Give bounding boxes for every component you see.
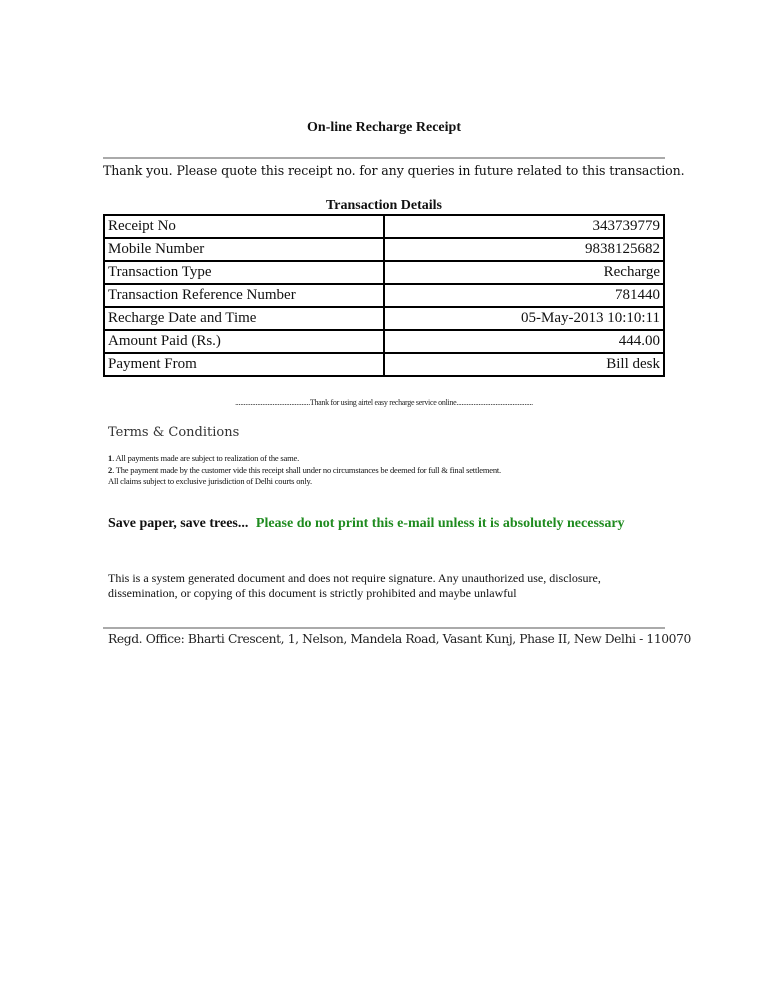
term-item-1: [108, 453, 299, 463]
row-value: 343739779: [384, 215, 664, 238]
table-row: [104, 307, 664, 330]
thank-you-message: Thank you. Please quote this receipt no. for any queries in future related to this transaction.: [103, 163, 685, 178]
registered-office: Regd. Office: Bharti Crescent, 1, Nelson, Mandela Road, Vasant Kunj, Phase II, New Delhi - 110070: [108, 632, 691, 646]
system-disclaimer: This is a system generated document and does not require signature. Any unauthorized use, disclosure, dissemination, or copying of this document is strictly prohibited and maybe unlawful: [108, 571, 601, 600]
term-number: 2: [108, 465, 113, 475]
row-value: Bill desk: [384, 353, 664, 376]
table-row: [104, 353, 664, 376]
term-item-2: [108, 465, 501, 475]
save-paper-notice: [108, 516, 625, 532]
term-item-3: All claims subject to exclusive jurisdiction of Delhi courts only.: [108, 476, 312, 486]
term-text: . The payment made by the customer vide this receipt shall under no circumstances be deemed for full & final settlement.: [112, 465, 501, 475]
transaction-details-table: [103, 214, 665, 377]
table-row: [104, 284, 664, 307]
table-row: [104, 330, 664, 353]
row-label: Transaction Type: [104, 261, 384, 284]
bottom-divider: [103, 627, 665, 629]
table-row: [104, 238, 664, 261]
row-value: Recharge: [384, 261, 664, 284]
top-divider: [103, 157, 665, 159]
row-label: Amount Paid (Rs.): [104, 330, 384, 353]
row-label: Mobile Number: [104, 238, 384, 261]
table-row: [104, 215, 664, 238]
row-value: 781440: [384, 284, 664, 307]
row-label: Payment From: [104, 353, 384, 376]
page-title: On-line Recharge Receipt: [307, 120, 461, 135]
row-value: 9838125682: [384, 238, 664, 261]
row-value: 444.00: [384, 330, 664, 353]
term-number: 1: [108, 453, 113, 463]
transaction-details-heading: Transaction Details: [325, 198, 442, 213]
row-label: Transaction Reference Number: [104, 284, 384, 307]
thank-line: ............................................Thank for using airtel easy recharge service online.............................................: [235, 398, 533, 407]
row-value: 05-May-2013 10:10:11: [384, 307, 664, 330]
row-label: Receipt No: [104, 215, 384, 238]
table-row: [104, 261, 664, 284]
term-text: . All payments made are subject to realization of the same.: [112, 453, 299, 463]
do-not-print-text: Please do not print this e-mail unless it is absolutely necessary: [255, 516, 625, 531]
terms-heading: Terms & Conditions: [108, 425, 240, 440]
row-label: Recharge Date and Time: [104, 307, 384, 330]
save-trees-text: Save paper, save trees...: [108, 516, 249, 531]
